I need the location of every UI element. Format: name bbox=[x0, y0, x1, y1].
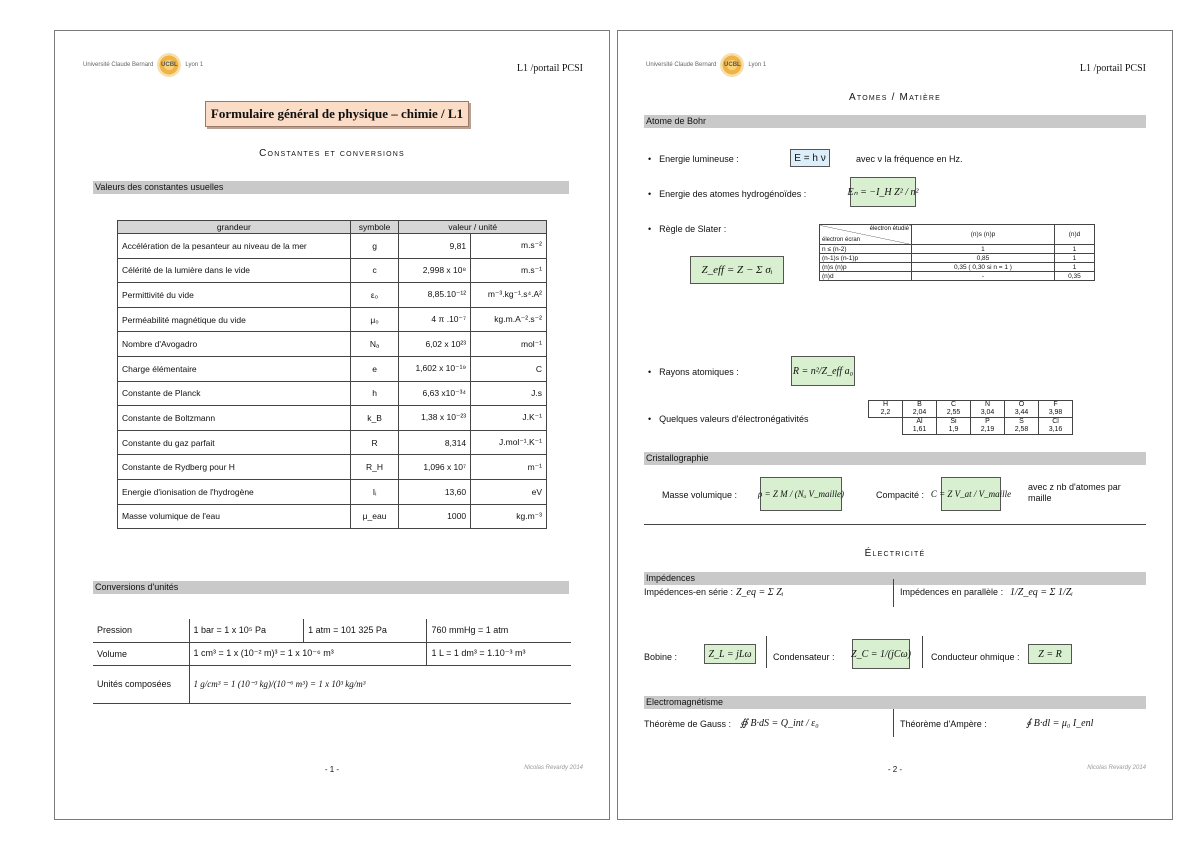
element-cell bbox=[971, 418, 1005, 435]
constant-name: Perméabilité magnétique du vide bbox=[118, 307, 351, 332]
slater-cell: (n)s (n)p bbox=[820, 263, 912, 272]
table-cell: 760 mmHg = 1 atm bbox=[427, 619, 571, 642]
element-cell bbox=[971, 401, 1005, 418]
table-cell: 1 g/cm³ = 1 (10⁻³ kg)/(10⁻⁶ m³) = 1 x 10³ kg/m³ bbox=[189, 665, 571, 703]
formula-box: R = n²/Z_eff a₀ bbox=[791, 356, 855, 386]
row-label: Volume bbox=[93, 642, 189, 665]
masse-volumique-label: Masse volumique : bbox=[662, 490, 738, 500]
element-symbol: F bbox=[1053, 401, 1058, 408]
table-row bbox=[93, 642, 571, 665]
page-title: Formulaire général de physique – chimie / L1 bbox=[205, 101, 469, 127]
formula-text: 1/Z_eq = Σ 1/Zᵢ bbox=[1010, 587, 1073, 598]
formula-box: Eₙ = −I_H Z² / n² bbox=[850, 177, 916, 207]
page-number: - 2 - bbox=[887, 765, 903, 774]
table-row bbox=[118, 455, 547, 480]
table-row bbox=[118, 356, 547, 381]
course-label: L1 /portail PCSI bbox=[516, 63, 583, 74]
element-symbol: B bbox=[917, 401, 922, 408]
section-band-conversions: Conversions d'unités bbox=[93, 581, 569, 594]
author-credit: Nicolas Revardy 2014 bbox=[1087, 765, 1146, 771]
page-2 bbox=[617, 30, 1173, 820]
constant-name: Nombre d'Avogadro bbox=[118, 332, 351, 357]
element-value: 3,04 bbox=[980, 409, 995, 416]
lyon-logo-icon: UCBL bbox=[720, 53, 744, 77]
university-city: Lyon 1 bbox=[185, 62, 204, 68]
chapter-title: Constantes et conversions bbox=[259, 148, 405, 159]
table-row bbox=[820, 272, 1095, 281]
slater-cell: 1 bbox=[912, 245, 1055, 254]
constant-symbol: Nₐ bbox=[350, 332, 399, 357]
constant-name: Masse volumique de l'eau bbox=[118, 504, 351, 529]
formula-box: Z_eff = Z − Σ σᵢ bbox=[690, 256, 784, 284]
electronegativite-label: • Quelques valeurs d'électronégativités bbox=[648, 414, 808, 424]
imp-serie-label: Impédences-en série : bbox=[644, 587, 734, 597]
energie-hydrogenoide-label: • Energie des atomes hydrogénoïdes : bbox=[648, 189, 806, 199]
slater-cell: n ≤ (n-2) bbox=[820, 245, 912, 254]
constant-symbol: μ₀ bbox=[350, 307, 399, 332]
energie-lumineuse-note: avec ν la fréquence en Hz. bbox=[856, 154, 963, 164]
slater-cell: 0,35 bbox=[1054, 272, 1094, 281]
slater-cell: - bbox=[912, 272, 1055, 281]
table-row bbox=[118, 258, 547, 283]
column-header: valeur / unité bbox=[399, 221, 547, 234]
constant-name: Célérité de la lumière dans le vide bbox=[118, 258, 351, 283]
element-value: 3,44 bbox=[1014, 409, 1029, 416]
constant-value: 8,85.10⁻¹² bbox=[399, 283, 471, 308]
column-divider bbox=[893, 579, 894, 607]
column-divider bbox=[893, 709, 894, 737]
element-cell bbox=[1005, 418, 1039, 435]
table-row bbox=[118, 234, 547, 259]
constant-symbol: h bbox=[350, 381, 399, 406]
table-cell: 1 L = 1 dm³ = 1.10⁻³ m³ bbox=[427, 642, 571, 665]
element-value: 3,16 bbox=[1048, 426, 1063, 433]
constant-symbol: e bbox=[350, 356, 399, 381]
imp-parallele-label: Impédences en parallèle : bbox=[900, 587, 1004, 597]
section-divider bbox=[644, 524, 1146, 525]
element-symbol: P bbox=[985, 418, 990, 425]
table-row bbox=[118, 504, 547, 529]
element-value: 1,9 bbox=[948, 426, 959, 433]
rayons-label: • Rayons atomiques : bbox=[648, 367, 739, 377]
element-cell bbox=[937, 418, 971, 435]
section-band-electromagnetisme: Electromagnétisme bbox=[644, 696, 1146, 709]
constant-unit: kg.m.A⁻².s⁻² bbox=[471, 307, 547, 332]
formula-box: C = Z V_at / V_maille bbox=[941, 477, 1001, 511]
table-row bbox=[118, 479, 547, 504]
constant-name: Charge élémentaire bbox=[118, 356, 351, 381]
constant-value: 8,314 bbox=[399, 430, 471, 455]
ampere-label: Théorème d'Ampère : bbox=[900, 719, 987, 729]
table-row bbox=[118, 307, 547, 332]
element-cell bbox=[1039, 401, 1073, 418]
chapter-title: Atomes / Matière bbox=[848, 92, 942, 103]
constant-unit: eV bbox=[471, 479, 547, 504]
blank-cell bbox=[869, 418, 903, 435]
constant-symbol: k_B bbox=[350, 406, 399, 431]
diag-top-label: électron étudié bbox=[869, 226, 909, 232]
constant-symbol: g bbox=[350, 234, 399, 259]
element-value: 2,04 bbox=[912, 409, 927, 416]
constant-value: 1,602 x 10⁻¹⁹ bbox=[399, 356, 471, 381]
element-symbol: C bbox=[950, 401, 957, 408]
element-symbol: Cl bbox=[1052, 418, 1059, 425]
slater-cell: 1 bbox=[1054, 245, 1094, 254]
conducteur-label: Conducteur ohmique : bbox=[931, 652, 1020, 662]
element-symbol: H bbox=[882, 401, 889, 408]
diag-bottom-label: électron écran bbox=[822, 237, 861, 243]
constant-unit: m⁻¹ bbox=[471, 455, 547, 480]
column-header: (n)s (n)p bbox=[912, 225, 1055, 245]
formula-box: ρ = Z M / (Nₐ V_maille) bbox=[760, 477, 842, 511]
university-city: Lyon 1 bbox=[748, 62, 767, 68]
constant-value: 13,60 bbox=[399, 479, 471, 504]
constant-symbol: μ_eau bbox=[350, 504, 399, 529]
element-symbol: Al bbox=[916, 418, 923, 425]
element-value: 2,58 bbox=[1014, 426, 1029, 433]
constant-value: 6,63 x10⁻³⁴ bbox=[399, 381, 471, 406]
conversions-table bbox=[93, 619, 571, 704]
slater-cell: (n)d bbox=[820, 272, 912, 281]
row-label: Pression bbox=[93, 619, 189, 642]
formula-text: ∮ B·dl = μ₀ I_enl bbox=[1026, 718, 1094, 729]
formula-text: Z_eq = Σ Zᵢ bbox=[736, 587, 784, 598]
constant-symbol: Iᵢ bbox=[350, 479, 399, 504]
column-header: symbole bbox=[350, 221, 399, 234]
table-row bbox=[118, 430, 547, 455]
element-symbol: Si bbox=[950, 418, 957, 425]
chapter-title: Électricité bbox=[864, 548, 926, 559]
element-cell bbox=[1039, 418, 1073, 435]
constant-value: 1000 bbox=[399, 504, 471, 529]
constant-symbol: R_H bbox=[350, 455, 399, 480]
university-logo bbox=[83, 53, 203, 77]
element-symbol: N bbox=[984, 401, 991, 408]
formula-box: Z = R bbox=[1028, 644, 1072, 664]
table-header-row bbox=[118, 221, 547, 234]
table-row bbox=[820, 263, 1095, 272]
lyon-logo-icon: UCBL bbox=[157, 53, 181, 77]
column-header: (n)d bbox=[1054, 225, 1094, 245]
university-name: Université Claude Bernard bbox=[83, 62, 154, 68]
slater-cell: (n-1)s (n-1)p bbox=[820, 254, 912, 263]
diagonal-header-cell bbox=[820, 225, 912, 245]
constant-name: Constante de Boltzmann bbox=[118, 406, 351, 431]
constant-unit: J.K⁻¹ bbox=[471, 406, 547, 431]
column-divider bbox=[766, 636, 767, 668]
element-value: 2,55 bbox=[946, 409, 961, 416]
table-cell: 1 atm = 101 325 Pa bbox=[304, 619, 427, 642]
element-cell bbox=[869, 401, 903, 418]
element-value: 2,19 bbox=[980, 426, 995, 433]
electronegativity-table bbox=[868, 400, 1073, 435]
table-row bbox=[118, 332, 547, 357]
table-header-row bbox=[820, 225, 1095, 245]
column-header: grandeur bbox=[118, 221, 351, 234]
constant-name: Accélération de la pesanteur au niveau de la mer bbox=[118, 234, 351, 259]
course-label: L1 /portail PCSI bbox=[1079, 63, 1146, 74]
table-row bbox=[869, 401, 1073, 418]
slater-table bbox=[819, 224, 1095, 281]
page-1 bbox=[54, 30, 610, 820]
element-value: 3,98 bbox=[1048, 409, 1063, 416]
constant-unit: J.s bbox=[471, 381, 547, 406]
element-cell bbox=[1005, 401, 1039, 418]
constant-symbol: c bbox=[350, 258, 399, 283]
table-cell: 1 bar = 1 x 10⁵ Pa bbox=[189, 619, 304, 642]
slater-cell: 1 bbox=[1054, 254, 1094, 263]
constant-value: 1,38 x 10⁻²³ bbox=[399, 406, 471, 431]
page-number: - 1 - bbox=[324, 765, 340, 774]
formula-text: ∯ B·dS = Q_int / ε₀ bbox=[740, 718, 819, 729]
constant-value: 6,02 x 10²³ bbox=[399, 332, 471, 357]
constants-table bbox=[117, 220, 547, 529]
section-band-bohr: Atome de Bohr bbox=[644, 115, 1146, 128]
slater-cell: 0,85 bbox=[912, 254, 1055, 263]
section-band-constants: Valeurs des constantes usuelles bbox=[93, 181, 569, 194]
row-label: Unités composées bbox=[93, 665, 189, 703]
constant-value: 4 π .10⁻⁷ bbox=[399, 307, 471, 332]
slater-label: • Règle de Slater : bbox=[648, 224, 726, 234]
constant-name: Constante de Planck bbox=[118, 381, 351, 406]
table-row bbox=[93, 619, 571, 642]
university-logo bbox=[646, 53, 766, 77]
table-row bbox=[820, 254, 1095, 263]
constant-symbol: R bbox=[350, 430, 399, 455]
constant-unit: mol⁻¹ bbox=[471, 332, 547, 357]
gauss-label: Théorème de Gauss : bbox=[644, 719, 732, 729]
formula-box: Z_C = 1/(jCω) bbox=[852, 639, 910, 669]
table-row bbox=[118, 406, 547, 431]
element-value: 2,2 bbox=[880, 409, 891, 416]
cristal-note: avec z nb d'atomes par maille bbox=[1028, 482, 1121, 503]
element-symbol: S bbox=[1019, 418, 1024, 425]
element-value: 1,61 bbox=[912, 426, 927, 433]
section-band-impedences: Impédences bbox=[644, 572, 1146, 585]
constant-symbol: ε₀ bbox=[350, 283, 399, 308]
formula-box: Z_L = jLω bbox=[704, 644, 756, 664]
condensateur-label: Condensateur : bbox=[773, 652, 835, 662]
table-row bbox=[93, 665, 571, 703]
element-symbol: O bbox=[1018, 401, 1025, 408]
energie-lumineuse-label: • Energie lumineuse : bbox=[648, 154, 739, 164]
constant-unit: m⁻³.kg⁻¹.s⁴.A² bbox=[471, 283, 547, 308]
section-band-cristallographie: Cristallographie bbox=[644, 452, 1146, 465]
element-cell bbox=[937, 401, 971, 418]
table-row bbox=[118, 283, 547, 308]
table-row bbox=[118, 381, 547, 406]
constant-name: Permittivité du vide bbox=[118, 283, 351, 308]
constant-unit: kg.m⁻³ bbox=[471, 504, 547, 529]
element-cell bbox=[903, 401, 937, 418]
slater-cell: 1 bbox=[1054, 263, 1094, 272]
bobine-label: Bobine : bbox=[644, 652, 678, 662]
compacite-label: Compacité : bbox=[876, 490, 925, 500]
constant-name: Energie d'ionisation de l'hydrogène bbox=[118, 479, 351, 504]
university-name: Université Claude Bernard bbox=[646, 62, 717, 68]
constant-unit: m.s⁻¹ bbox=[471, 258, 547, 283]
table-row bbox=[820, 245, 1095, 254]
constant-value: 1,096 x 10⁷ bbox=[399, 455, 471, 480]
table-row bbox=[869, 418, 1073, 435]
constant-value: 2,998 x 10⁸ bbox=[399, 258, 471, 283]
author-credit: Nicolas Revardy 2014 bbox=[524, 765, 583, 771]
constant-value: 9,81 bbox=[399, 234, 471, 259]
constant-unit: m.s⁻² bbox=[471, 234, 547, 259]
constant-unit: C bbox=[471, 356, 547, 381]
constant-unit: J.mol⁻¹.K⁻¹ bbox=[471, 430, 547, 455]
slater-cell: 0,35 ( 0,30 si n = 1 ) bbox=[912, 263, 1055, 272]
constant-name: Constante du gaz parfait bbox=[118, 430, 351, 455]
formula-box: E = h ν bbox=[790, 149, 830, 167]
table-cell: 1 cm³ = 1 x (10⁻² m)³ = 1 x 10⁻⁶ m³ bbox=[189, 642, 427, 665]
column-divider bbox=[922, 636, 923, 668]
element-cell bbox=[903, 418, 937, 435]
constant-name: Constante de Rydberg pour H bbox=[118, 455, 351, 480]
